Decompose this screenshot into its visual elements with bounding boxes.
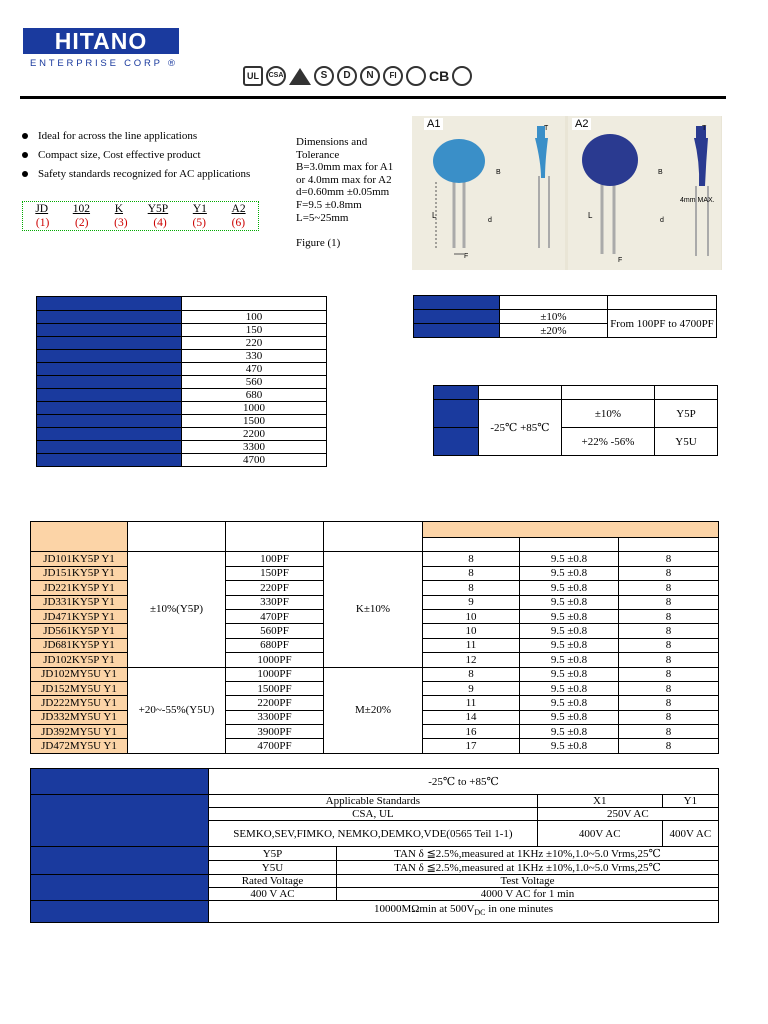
feature-list — [22, 126, 250, 183]
svg-text:L: L — [432, 211, 437, 220]
brand-subtitle: ENTERPRISE CORP ® — [30, 58, 178, 69]
table-row: 1000 — [37, 402, 327, 415]
figure-caption: Figure (1) — [296, 237, 341, 249]
figure-a2 — [568, 116, 721, 270]
brand-logo: HITANO — [23, 28, 179, 54]
svg-text:4mm MAX.: 4mm MAX. — [680, 197, 715, 204]
table-row: JD472MY5U Y1 4700PF 17 9.5 ±0.8 8 — [31, 739, 719, 753]
svg-text:d: d — [488, 217, 492, 224]
insulation-resistance: 10000MΩmin at $500V_{DC}$ in one minutes — [209, 901, 719, 923]
table-row — [37, 297, 327, 311]
svg-text:F: F — [464, 253, 469, 260]
table-row: SEMKO,SEV,FIMKO, NEMKO,DEMKO,VDE(0565 Teil 1-1) 400V AC 400V AC — [31, 821, 719, 847]
table-row: CSA, UL 250V AC — [31, 808, 719, 821]
table-row — [414, 296, 717, 310]
svg-text:B: B — [658, 169, 663, 176]
fi-mark-icon: FI — [383, 66, 403, 86]
table-row — [434, 386, 718, 400]
table-row: Y5P TAN δ ≦2.5%,measured at 1KHz ±10%,1.0~5.0 Vrms,25℃ — [31, 847, 719, 861]
tolerance-table — [413, 295, 717, 338]
s-mark-icon: S — [314, 66, 334, 86]
table-row: JD222MY5U Y1 2200PF 11 9.5 ±0.8 8 — [31, 696, 719, 710]
d-mark-icon: D — [337, 66, 357, 86]
figure-a1 — [412, 116, 565, 270]
certification-marks — [243, 65, 472, 87]
capacitor-figure — [412, 116, 722, 270]
label-a1: A1 — [424, 118, 443, 130]
n-mark-icon: N — [360, 66, 380, 86]
table-row: 1500 — [37, 415, 327, 428]
vde-mark-icon — [289, 68, 311, 85]
table-row: 330 — [37, 350, 327, 363]
table-row: 100 — [37, 311, 327, 324]
label-a2: A2 — [572, 118, 591, 130]
specification-table — [30, 768, 719, 923]
code-indexes: (1) (2) (3) (4) (5) (6) — [35, 217, 246, 229]
list-item: Safety standards recognized for AC applications — [22, 164, 250, 183]
table-row: JD681KY5P Y1 680PF 11 9.5 ±0.8 8 — [31, 638, 719, 652]
dimensions-text: Dimensions and Tolerance B=3.0mm max for A1 or 4.0mm max for A2 d=0.60mm ±0.05mm F=9.5 ±0.8mm L=5~25mm — [296, 136, 394, 224]
sev-mark-icon — [452, 66, 472, 86]
code-parts: JD 102 K Y5P Y1 A2 — [35, 203, 246, 215]
table-row: JD221KY5P Y1 220PF 8 9.5 ±0.8 8 — [31, 581, 719, 595]
table-row: JD102MY5U Y1 +20~-55%(Y5U) 1000PF M±20% 8 9.5 ±0.8 8 — [31, 667, 719, 681]
table-row: JD392MY5U Y1 3900PF 16 9.5 ±0.8 8 — [31, 725, 719, 739]
table-row: 150 — [37, 324, 327, 337]
bullet-icon — [22, 171, 28, 177]
list-item: Ideal for across the line applications — [22, 126, 250, 145]
svg-text:B: B — [496, 169, 501, 176]
table-row: 680 — [37, 389, 327, 402]
table-row: 400 V AC 4000 V AC for 1 min — [31, 888, 719, 901]
table-row: JD561KY5P Y1 560PF 10 9.5 ±0.8 8 — [31, 624, 719, 638]
table-row: JD152MY5U Y1 1500PF 9 9.5 ±0.8 8 — [31, 681, 719, 695]
svg-text:d: d — [660, 217, 664, 224]
parts-table — [30, 521, 719, 754]
capacitor-a2-icon — [568, 116, 721, 270]
svg-text:T: T — [702, 125, 707, 132]
temperature-characteristic-table — [433, 385, 718, 456]
table-row: ±10% From 100PF to 4700PF — [414, 310, 717, 324]
cb-mark-icon: CB — [429, 68, 450, 84]
table-row: Applicable Standards X1 Y1 — [31, 795, 719, 808]
table-row: ±20% — [414, 324, 717, 338]
ul-mark-icon: UL — [243, 66, 263, 86]
semko-mark-icon — [406, 66, 426, 86]
list-item: Compact size, Cost effective product — [22, 145, 250, 164]
table-row: JD151KY5P Y1 150PF 8 9.5 ±0.8 8 — [31, 566, 719, 580]
bullet-icon — [22, 133, 28, 139]
table-row: JD101KY5P Y1 ±10%(Y5P) 100PF K±10% 8 9.5 ±0.8 8 — [31, 552, 719, 566]
table-row: 560 — [37, 376, 327, 389]
table-row: JD331KY5P Y1 330PF 9 9.5 ±0.8 8 — [31, 595, 719, 609]
table-row: Rated Voltage Test Voltage — [31, 875, 719, 888]
table-row: JD102KY5P Y1 1000PF 12 9.5 ±0.8 8 — [31, 653, 719, 667]
svg-text:L: L — [588, 211, 593, 220]
table-row: JD332MY5U Y1 3300PF 14 9.5 ±0.8 8 — [31, 710, 719, 724]
capacitor-a1-icon — [412, 116, 565, 270]
table-row: -25℃ to +85℃ — [31, 769, 719, 795]
table-row: +22% -56% Y5U — [434, 428, 718, 456]
table-row: -25℃ +85℃ ±10% Y5P — [434, 400, 718, 428]
capacitance-code-table — [36, 296, 327, 467]
csa-mark-icon: CSA — [266, 66, 286, 86]
svg-text:F: F — [618, 257, 623, 264]
table-row: 4700 — [37, 454, 327, 467]
table-row: 3300 — [37, 441, 327, 454]
svg-text:T: T — [544, 125, 549, 132]
table-row: 220 — [37, 337, 327, 350]
bullet-icon — [22, 152, 28, 158]
table-row — [31, 901, 719, 923]
part-number-code — [22, 201, 259, 231]
table-row — [31, 522, 719, 538]
table-row: 2200 — [37, 428, 327, 441]
table-row: JD471KY5P Y1 470PF 10 9.5 ±0.8 8 — [31, 609, 719, 623]
table-row: Y5U TAN δ ≦2.5%,measured at 1KHz ±10%,1.0~5.0 Vrms,25℃ — [31, 861, 719, 875]
table-row: 470 — [37, 363, 327, 376]
header-divider — [20, 96, 726, 99]
